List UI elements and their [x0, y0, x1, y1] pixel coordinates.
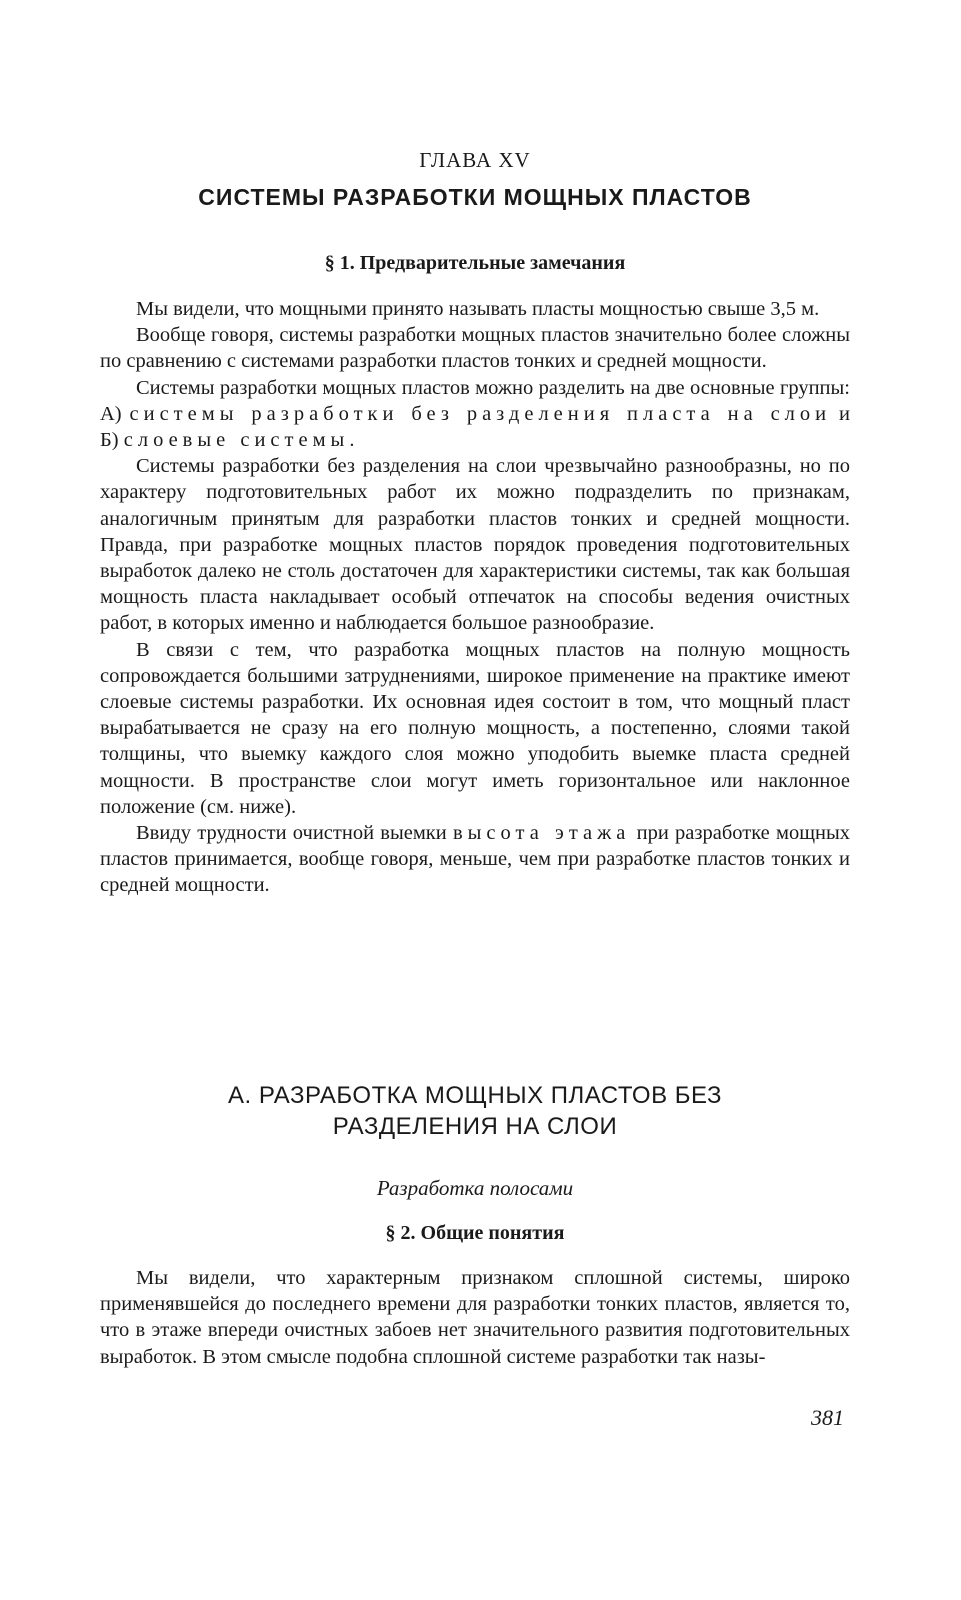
- paragraph-4: Системы разработки без разделения на слои чрезвычайно разнообразны, но по характеру подготовительных работ их можно подразделить по признакам, аналогичным принятым для разработки пластов тонких и средней мощности. Правда, при разработке мощных пластов порядок проведения подготовительных выработок далеко не столь достаточен для характеристики системы, так как большая мощность пласта накладывает особый отпечаток на способы ведения очистных работ, в которых именно и наблюдается большое разнообразие.: [100, 455, 850, 635]
- paragraph-6: [100, 820, 850, 899]
- paragraph-1: Мы видели, что мощными принято называть пласты мощностью свыше 3,5 м.: [136, 298, 820, 320]
- emphasis-floor-height: высота этажа: [452, 822, 631, 845]
- paragraph-2: Вообще говоря, системы разработки мощных пластов значительно более сложны по сравнению с системами разработки пластов тонких и средней мощности.: [100, 324, 850, 373]
- emphasis-layer-systems: слоевые системы: [123, 429, 350, 452]
- section-2-heading: § 2. Общие понятия: [385, 1222, 565, 1244]
- part-a-subtitle: Разработка полосами: [376, 1176, 574, 1200]
- chapter-title: СИСТЕМЫ РАЗРАБОТКИ МОЩНЫХ ПЛАСТОВ: [198, 184, 752, 210]
- section-1-heading: § 1. Предварительные замечания: [324, 252, 626, 274]
- paragraph-3-start: Системы разработки мощных пластов можно разделить на две основные группы: А): [100, 376, 850, 425]
- paragraph-6-end: при разработке мощных пластов принимается, вообще говоря, меньше, чем при разработке пластов тонких и средней мощности.: [100, 822, 850, 897]
- chapter-label: ГЛАВА XV: [419, 148, 531, 172]
- paragraph-3: [100, 375, 850, 454]
- page-number: 381: [811, 1405, 844, 1430]
- paragraph-6-start: Ввиду трудности очистной выемки: [136, 822, 453, 845]
- paragraph-3-end: .: [349, 429, 355, 452]
- paragraph-5: В связи с тем, что разработка мощных пластов на полную мощность сопровождается большими затруднениями, широкое применение на практике имеют слоевые системы разработки. Их основная идея состоит в том, что мощный пласт вырабатывается не сразу на его полную мощность, а постепенно, слоями такой толщины, что выемку каждого слоя можно уподобить выемке пласта средней мощности. В пространстве слои могут иметь горизонтальное или наклонное положение (см. ниже).: [100, 638, 850, 818]
- paragraph-3-mid: и Б): [100, 402, 850, 452]
- part-a-title: [100, 1080, 850, 1142]
- section-1-body: [100, 296, 850, 899]
- part-a-title-line-2: РАЗДЕЛЕНИЯ НА СЛОИ: [332, 1113, 618, 1140]
- emphasis-no-layer-division: системы разработки без разделения пласта на слои: [129, 402, 832, 425]
- book-page: [100, 0, 850, 1600]
- section-2-body: [100, 1265, 850, 1370]
- part-a-title-line-1: А. РАЗРАБОТКА МОЩНЫХ ПЛАСТОВ БЕЗ: [228, 1082, 722, 1109]
- section-2-paragraph: Мы видели, что характерным признаком сплошной системы, широко применявшейся до последнего времени для разработки тонких пластов, является то, что в этаже впереди очистных забоев нет значительного развития подготовительных выработок. В этом смысле подобна сплошной системе разработки так назы-: [100, 1267, 850, 1368]
